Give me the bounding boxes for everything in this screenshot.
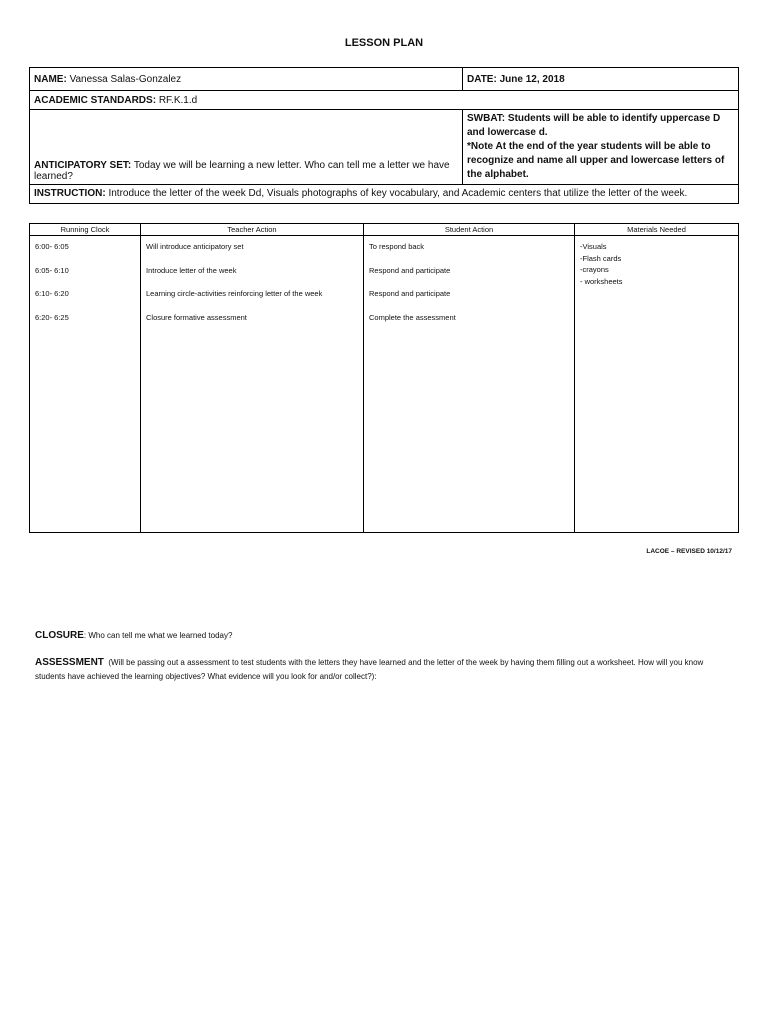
instruction-cell	[30, 185, 739, 204]
date-cell	[463, 68, 739, 91]
time-slot: 6:00- 6:05	[35, 242, 69, 251]
header-teacher-action: Teacher Action	[141, 224, 364, 236]
header-materials-needed: Materials Needed	[575, 224, 739, 236]
standards-value: RF.K.1.d	[158, 94, 198, 106]
standards-cell	[30, 91, 739, 110]
assessment-text: (Will be passing out a assessment to test students with the letters they have learned and the letter of the week by having them filling out a worksheet. How will you know students have achieved the learning objectives? What evidence will you look for and/or collect?):	[35, 658, 704, 681]
running-clock-column	[30, 236, 141, 533]
teacher-action: Closure formative assessment	[146, 312, 247, 322]
name-cell	[30, 68, 463, 91]
anticipatory-set-cell	[30, 110, 463, 185]
teacher-action-column	[141, 236, 364, 533]
lesson-header-table	[29, 67, 739, 204]
material-item: -Visuals	[580, 242, 607, 251]
date-label: DATE:	[467, 73, 497, 85]
swbat-text: SWBAT: Students will be able to identify uppercase D and lowercase d.	[467, 113, 721, 138]
swbat-cell	[463, 110, 739, 185]
time-slot: 6:20- 6:25	[35, 312, 69, 322]
teacher-action: Introduce letter of the week	[146, 265, 237, 275]
materials-column	[575, 236, 739, 533]
teacher-action: Will introduce anticipatory set	[146, 242, 244, 251]
name-value: Vanessa Salas-Gonzalez	[69, 73, 182, 85]
student-action: To respond back	[369, 242, 425, 251]
anticipatory-value: Today we will be learning a new letter. Who can tell me a letter we have learned?	[34, 160, 450, 182]
material-item: -Flash cards	[580, 253, 622, 263]
name-label: NAME:	[34, 73, 67, 85]
anticipatory-label: ANTICIPATORY SET:	[34, 160, 132, 171]
instruction-value: Introduce the letter of the week Dd, Visuals photographs of key vocabulary, and Academic centers that utilize the letter of the week.	[108, 188, 688, 199]
closure-section	[35, 630, 232, 641]
time-slot: 6:05- 6:10	[35, 265, 69, 275]
assessment-section	[35, 656, 735, 684]
closure-text: : Who can tell me what we learned today?	[83, 631, 233, 640]
header-running-clock: Running Clock	[30, 224, 141, 236]
material-item: - worksheets	[580, 276, 623, 286]
lesson-plan-table	[29, 223, 739, 533]
revision-footer: LACOE – REVISED 10/12/17	[646, 548, 732, 555]
student-action: Complete the assessment	[369, 312, 456, 322]
assessment-label: ASSESSMENT	[35, 657, 104, 668]
time-slot: 6:10- 6:20	[35, 289, 69, 298]
student-action: Respond and participate	[369, 289, 451, 298]
teacher-action: Learning circle-activities reinforcing letter of the week	[146, 289, 323, 298]
page-title: LESSON PLAN	[344, 37, 424, 49]
material-item: -crayons	[580, 265, 609, 275]
note-text: *Note At the end of the year students will be able to recognize and name all upper and lowercase letters of the alphabet.	[467, 141, 725, 180]
instruction-label: INSTRUCTION:	[34, 188, 106, 199]
date-value: June 12, 2018	[499, 73, 565, 85]
standards-label: ACADEMIC STANDARDS:	[34, 94, 157, 106]
header-student-action: Student Action	[364, 224, 575, 236]
student-action: Respond and participate	[369, 265, 451, 275]
student-action-column	[364, 236, 575, 533]
closure-label: CLOSURE	[35, 630, 84, 641]
